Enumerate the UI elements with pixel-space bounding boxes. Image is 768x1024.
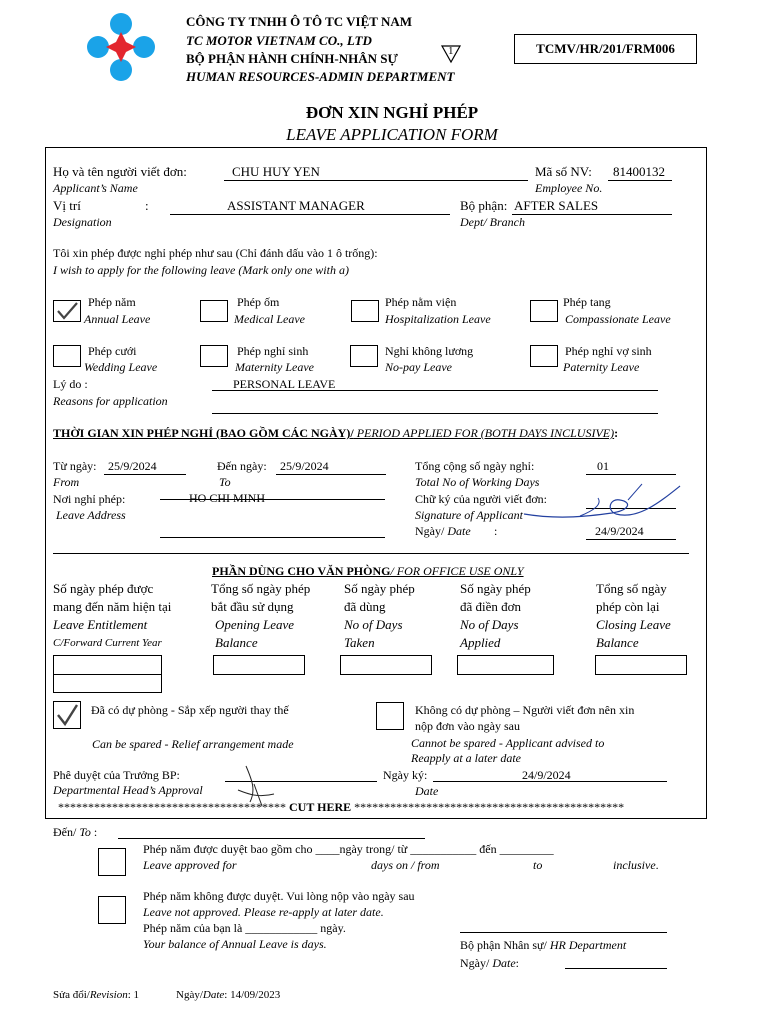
cut-here-label: CUT HERE <box>286 800 355 814</box>
checkmark-icon <box>54 702 80 728</box>
medical-leave-checkbox[interactable] <box>200 300 228 322</box>
footer-date-value: 14/09/2023 <box>230 989 281 1001</box>
reason-label: Lý do : <box>53 377 88 391</box>
logo-circle-right <box>133 36 155 58</box>
signature-date-colon: : <box>494 524 498 538</box>
to-date-label-en: To <box>219 475 231 489</box>
footer-date-label-en: Date <box>202 989 225 1001</box>
maternity-leave-checkbox[interactable] <box>200 345 228 367</box>
leave-not-approved-vn: Phép năm không được duyệt. Vui lòng nộp vào ngày sau <box>143 889 415 903</box>
footer-revision-colon: : <box>127 989 134 1001</box>
leave-balance-vn: Phép năm của bạn là ____________ ngày. <box>143 921 346 935</box>
applicant-name-label: Họ và tên người viết đơn: <box>53 164 187 179</box>
department-line <box>512 214 672 215</box>
leave-not-approved-checkbox[interactable] <box>98 896 126 924</box>
office-use-heading-en: / FOR OFFICE USE ONLY <box>390 564 524 578</box>
compassionate-leave-checkbox[interactable] <box>530 300 558 322</box>
head-approval-label-en: Departmental Head’s Approval <box>53 783 203 797</box>
leave-approved-en-dot: . <box>655 858 659 872</box>
from-date-line <box>104 474 186 475</box>
apply-instruction-vn: Tôi xin phép được nghỉ phép như sau (Chỉ đánh dấu vào 1 ô trống): <box>53 246 378 260</box>
form-title-vn: ĐƠN XIN NGHỈ PHÉP <box>305 103 479 122</box>
office-col-applied <box>460 580 531 652</box>
reason-line-2 <box>212 413 658 414</box>
to-date-label: Đến ngày: <box>217 459 267 473</box>
cut-stars-right: ********************************************* <box>354 800 625 814</box>
cannot-be-spared-en-2: Reapply at a later date <box>411 751 521 765</box>
department-field[interactable]: AFTER SALES <box>514 198 599 213</box>
signature-date-line <box>586 539 676 540</box>
company-name-en: TC MOTOR VIETNAM CO., LTD <box>186 33 372 48</box>
signature-date-field[interactable]: 24/9/2024 <box>595 524 644 538</box>
leave-type-hospitalization-vn: Phép nằm viện <box>385 295 457 309</box>
can-be-spared-checkbox[interactable] <box>53 701 81 729</box>
total-days-label-en: Total No of Working Days <box>415 475 540 489</box>
office-col-closing-l4: Balance <box>596 635 639 650</box>
from-date-label: Từ ngày: <box>53 459 97 473</box>
leave-approved-en-2: days on / from <box>371 858 440 872</box>
office-col-taken-l2: đã dùng <box>344 599 386 614</box>
office-col-entitlement-l4: C/Forward Current Year <box>53 637 162 649</box>
department-vn: BỘ PHẬN HÀNH CHÍNH-NHÂN SỰ <box>186 51 398 66</box>
leave-type-medical-en: Medical Leave <box>234 312 305 326</box>
signature-date-label <box>415 524 471 539</box>
logo-circle-bottom <box>110 59 132 81</box>
to-date-line <box>276 474 386 475</box>
checkmark-icon <box>54 301 80 321</box>
can-be-spared-en: Can be spared - Relief arrangement made <box>92 737 294 751</box>
office-use-heading <box>212 564 524 579</box>
hr-date-label-en: Date <box>492 956 516 970</box>
leave-type-maternity-en: Maternity Leave <box>235 360 314 374</box>
to-label-colon: : <box>90 825 98 839</box>
entitlement-input-2[interactable] <box>53 674 162 693</box>
form-code: TCMV/HR/201/FRM006 <box>536 41 675 56</box>
office-col-applied-l2: đã điền đơn <box>460 599 522 614</box>
department-label: Bộ phận: <box>460 198 508 213</box>
hr-date-label <box>460 956 519 971</box>
cannot-be-spared-en-1: Cannot be spared - Applicant advised to <box>411 736 605 750</box>
office-col-entitlement-l3: Leave Entitlement <box>53 617 148 632</box>
department-en: HUMAN RESOURCES-ADMIN DEPARTMENT <box>186 69 455 84</box>
footer-date-label: Ngày/ <box>176 989 203 1001</box>
cut-here-line <box>58 800 624 815</box>
cannot-be-spared-vn-1: Không có dự phòng – Người viết đơn nên xin <box>415 703 635 717</box>
company-logo <box>86 12 156 82</box>
office-use-heading-vn: PHẦN DÙNG CHO VĂN PHÒNG <box>212 564 391 578</box>
reason-field[interactable]: PERSONAL LEAVE <box>233 377 336 391</box>
period-separator <box>53 553 689 554</box>
office-col-taken <box>344 580 415 652</box>
footer-revision <box>53 989 139 1001</box>
logo-circle-top <box>110 13 132 35</box>
from-date-field[interactable]: 25/9/2024 <box>108 459 157 473</box>
cut-stars-left: ************************************** <box>58 800 286 814</box>
leave-type-hospitalization-en: Hospitalization Leave <box>385 312 491 326</box>
office-col-entitlement <box>53 580 171 652</box>
leave-type-annual-vn: Phép năm <box>88 295 136 309</box>
apply-instruction-en: I wish to apply for the following leave (Mark only one with a) <box>53 263 349 277</box>
office-col-applied-l4: Applied <box>460 635 501 650</box>
annual-leave-checkbox[interactable] <box>53 300 81 322</box>
office-col-closing-l2: phép còn lại <box>596 599 660 614</box>
hr-date-colon: : <box>515 956 519 970</box>
leave-type-no-pay-vn: Nghỉ không lương <box>385 344 474 358</box>
leave-type-wedding-en: Wedding Leave <box>84 360 158 374</box>
leave-approved-en-4-wrap <box>613 858 659 873</box>
designation-line <box>170 214 450 215</box>
total-days-label: Tổng cộng số ngày nghỉ: <box>415 459 535 473</box>
office-col-opening-l3: Opening Leave <box>215 617 295 632</box>
leave-type-paternity-vn: Phép nghỉ vợ sinh <box>565 344 652 358</box>
head-approval-label: Phê duyệt của Trưởng BP: <box>53 768 180 782</box>
reason-label-en: Reasons for application <box>53 394 168 408</box>
to-label-vn: Đến/ <box>53 825 80 839</box>
designation-colon: : <box>145 198 149 213</box>
total-days-line <box>586 474 676 475</box>
leave-approved-en-1: Leave approved for <box>143 858 237 872</box>
leave-approved-vn: Phép năm được duyệt bao gồm cho ____ngày trong/ từ ___________ đến _________ <box>143 842 554 856</box>
leave-approved-en-4: inclusive <box>613 858 656 872</box>
office-col-closing-l1: Tổng số ngày <box>596 581 667 596</box>
leave-type-compassionate-vn: Phép tang <box>563 295 611 309</box>
approval-date-label-en: Date <box>415 784 439 798</box>
days-taken-input[interactable] <box>340 655 432 675</box>
applicant-signature[interactable] <box>520 480 690 526</box>
company-name-vn: CÔNG TY TNHH Ô TÔ TC VIỆT NAM <box>186 14 412 29</box>
to-label-en: To <box>79 825 91 839</box>
leave-type-no-pay-en: No-pay Leave <box>385 360 452 374</box>
office-col-closing <box>596 580 671 652</box>
employee-no-label-en: Employee No. <box>535 181 603 195</box>
entitlement-input[interactable] <box>53 655 162 675</box>
leave-type-annual-en: Annual Leave <box>84 312 151 326</box>
employee-no-line <box>608 180 672 181</box>
designation-label-en: Designation <box>53 215 112 229</box>
leave-address-field[interactable]: HO CHI MINH <box>189 491 265 505</box>
office-col-closing-l3: Closing Leave <box>596 617 671 632</box>
signature-date-label-en: Date <box>447 524 471 538</box>
leave-type-compassionate-en: Compassionate Leave <box>565 312 671 326</box>
days-applied-input[interactable] <box>457 655 554 675</box>
no-pay-leave-checkbox[interactable] <box>350 345 378 367</box>
footer-revision-label-en: Revision <box>89 989 128 1001</box>
period-heading-colon: : <box>614 426 619 440</box>
hr-date-line <box>565 968 667 969</box>
office-col-opening-l1: Tổng số ngày phép <box>211 581 311 596</box>
cannot-be-spared-vn-2: nộp đơn vào ngày sau <box>415 719 520 733</box>
logo-star <box>106 32 136 62</box>
department-label-en: Dept/ Branch <box>460 215 525 229</box>
leave-address-line-2 <box>160 537 385 538</box>
office-col-entitlement-l2: mang đến năm hiện tại <box>53 599 172 614</box>
leave-address-line-1 <box>160 499 385 500</box>
total-days-field[interactable]: 01 <box>597 459 609 473</box>
wedding-leave-checkbox[interactable] <box>53 345 81 367</box>
to-label <box>53 825 97 840</box>
hr-department-label-vn: Bộ phận Nhân sự/ <box>460 938 550 952</box>
to-line <box>118 838 425 839</box>
leave-address-label-en: Leave Address <box>56 508 126 522</box>
leave-type-maternity-vn: Phép nghỉ sinh <box>237 344 309 358</box>
leave-balance-en: Your balance of Annual Leave is days. <box>143 937 327 951</box>
office-col-taken-l4: Taken <box>344 635 375 650</box>
closing-balance-input[interactable] <box>595 655 687 675</box>
employee-no-label: Mã số NV: <box>535 164 592 179</box>
hospitalization-leave-checkbox[interactable] <box>351 300 379 322</box>
from-date-label-en: From <box>53 475 80 489</box>
leave-approved-en-3: to <box>533 858 543 872</box>
revision-mark: 1 <box>448 45 454 57</box>
leave-approved-checkbox[interactable] <box>98 848 126 876</box>
applicant-name-field[interactable]: CHU HUY YEN <box>232 164 320 179</box>
form-title-en: LEAVE APPLICATION FORM <box>286 125 498 144</box>
designation-field[interactable]: ASSISTANT MANAGER <box>227 198 365 213</box>
approval-date-label: Ngày ký: <box>383 768 428 782</box>
can-be-spared-vn: Đã có dự phòng - Sắp xếp người thay thế <box>91 703 289 717</box>
footer-revision-value: 1 <box>133 989 140 1001</box>
office-col-opening-l2: bắt đầu sử dụng <box>211 599 294 614</box>
paternity-leave-checkbox[interactable] <box>530 345 558 367</box>
footer-date-colon: : <box>224 989 231 1001</box>
office-col-opening-l4: Balance <box>215 635 258 650</box>
office-col-opening <box>211 580 310 652</box>
applicant-name-label-en: Applicant’s Name <box>53 181 138 195</box>
office-col-applied-l3: No of Days <box>460 617 519 632</box>
footer-revision-label: Sửa đổi/ <box>53 989 90 1001</box>
opening-balance-input[interactable] <box>213 655 305 675</box>
leave-type-paternity-en: Paternity Leave <box>563 360 640 374</box>
signature-label: Chữ ký của người viết đơn: <box>415 492 548 506</box>
hr-date-label-vn: Ngày/ <box>460 956 493 970</box>
hr-department-label-en: HR Department <box>549 938 627 952</box>
office-col-taken-l3: No of Days <box>344 617 403 632</box>
office-col-taken-l1: Số ngày phép <box>344 581 415 596</box>
office-col-entitlement-l1: Số ngày phép được <box>53 581 154 596</box>
logo-circle-left <box>87 36 109 58</box>
footer-date <box>176 989 280 1001</box>
employee-no-field[interactable]: 81400132 <box>613 164 665 179</box>
leave-type-wedding-vn: Phép cưới <box>88 344 137 358</box>
signature-date-label-vn: Ngày/ <box>415 524 448 538</box>
applicant-name-line <box>224 180 528 181</box>
designation-label: Vị trí <box>53 198 81 213</box>
hr-signature-line <box>460 932 667 933</box>
period-heading-en: PERIOD APPLIED FOR (BOTH DAYS INCLUSIVE) <box>353 426 615 440</box>
leave-type-medical-vn: Phép ốm <box>237 295 280 309</box>
to-date-field[interactable]: 25/9/2024 <box>280 459 329 473</box>
office-col-applied-l1: Số ngày phép <box>460 581 531 596</box>
period-heading <box>53 426 618 441</box>
leave-not-approved-en: Leave not approved. Please re-apply at later date. <box>143 905 384 919</box>
approval-date-field[interactable]: 24/9/2024 <box>522 768 571 782</box>
period-heading-vn: THỜI GIAN XIN PHÉP NGHỈ (BAO GỒM CÁC NGÀY)/ <box>53 426 354 440</box>
cannot-be-spared-checkbox[interactable] <box>376 702 404 730</box>
signature-label-en: Signature of Applicant <box>415 508 523 522</box>
leave-address-label: Nơi nghỉ phép: <box>53 492 126 506</box>
hr-department-label <box>460 938 626 953</box>
